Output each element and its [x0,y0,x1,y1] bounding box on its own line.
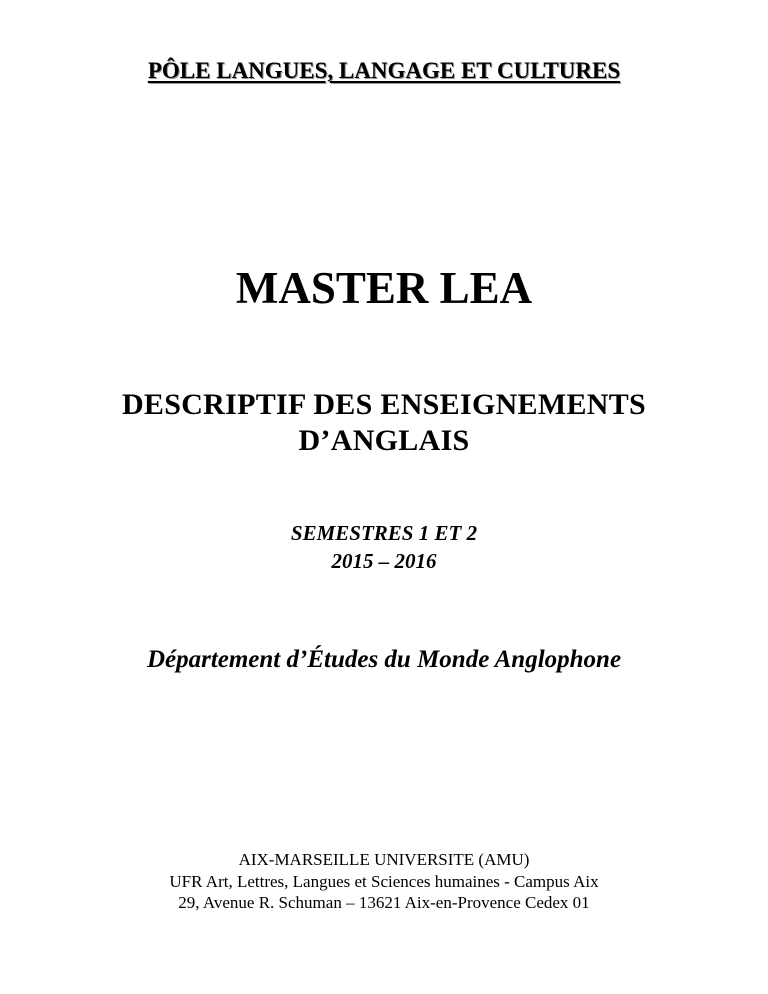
academic-years: 2015 – 2016 [331,549,437,573]
subtitle-line-1: DESCRIPTIF DES ENSEIGNEMENTS [121,388,647,421]
department-name: Département d’Études du Monde Anglophone [146,646,622,673]
subtitle-line-2: D’ANGLAIS [298,424,470,457]
semesters-label: SEMESTRES 1 ET 2 [290,521,478,545]
pole-heading: PÔLE LANGUES, LANGAGE ET CULTURES [147,58,621,83]
ufr-name: UFR Art, Lettres, Langues et Sciences humaines - Campus Aix [169,872,599,891]
document-title: MASTER LEA [235,263,533,313]
postal-address: 29, Avenue R. Schuman – 13621 Aix-en-Provence Cedex 01 [178,893,590,912]
university-name: AIX-MARSEILLE UNIVERSITE (AMU) [238,850,530,869]
